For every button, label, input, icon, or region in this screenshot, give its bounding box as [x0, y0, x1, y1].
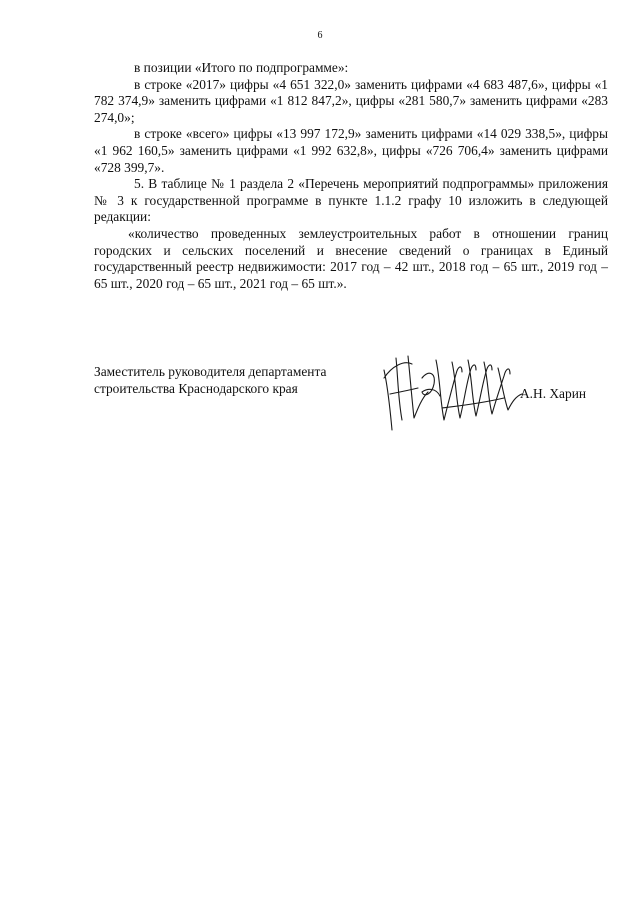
paragraph-new-wording: «количество проведенных землеустроительных работ в отношении границ городских и сельских поселений и внесение сведений о границах в Единый государственный реестр недвижимости: 2017 год – 42 шт., 2018 год – 65 шт., 2019 год – 65 шт., 2020 год – 65 шт., 2021 год – 65 шт.». — [94, 225, 608, 291]
signer-title-line-2: строительства Краснодарского края — [94, 380, 298, 396]
signer-title-line-1: Заместитель руководителя департамента — [94, 364, 327, 379]
signature-block — [94, 364, 614, 444]
paragraph-item-5: 5. В таблице № 1 раздела 2 «Перечень мероприятий подпрограммы» приложения № 3 к государственной программе в пункте 1.1.2 графу 10 изложить в следующей редакции: — [94, 176, 608, 225]
signer-title — [94, 364, 394, 397]
signer-name: А.Н. Харин — [520, 386, 587, 401]
document-body — [94, 60, 608, 292]
paragraph-2017-row: в строке «2017» цифры «4 651 322,0» заменить цифрами «4 683 487,6», цифры «1 782 374,9» заменить цифрами «1 812 847,2», цифры «281 580,7» заменить цифрами «283 274,0»; — [94, 76, 608, 125]
page-number: 6 — [317, 30, 323, 41]
paragraph-itogo-position: в позиции «Итого по подпрограмме»: — [134, 60, 349, 75]
handwritten-signature — [378, 348, 528, 436]
paragraph-total-row: в строке «всего» цифры «13 997 172,9» заменить цифрами «14 029 338,5», цифры «1 962 160,5» заменить цифрами «1 992 632,8», цифры «726 706,4» заменить цифрами «728 399,7». — [94, 126, 608, 175]
